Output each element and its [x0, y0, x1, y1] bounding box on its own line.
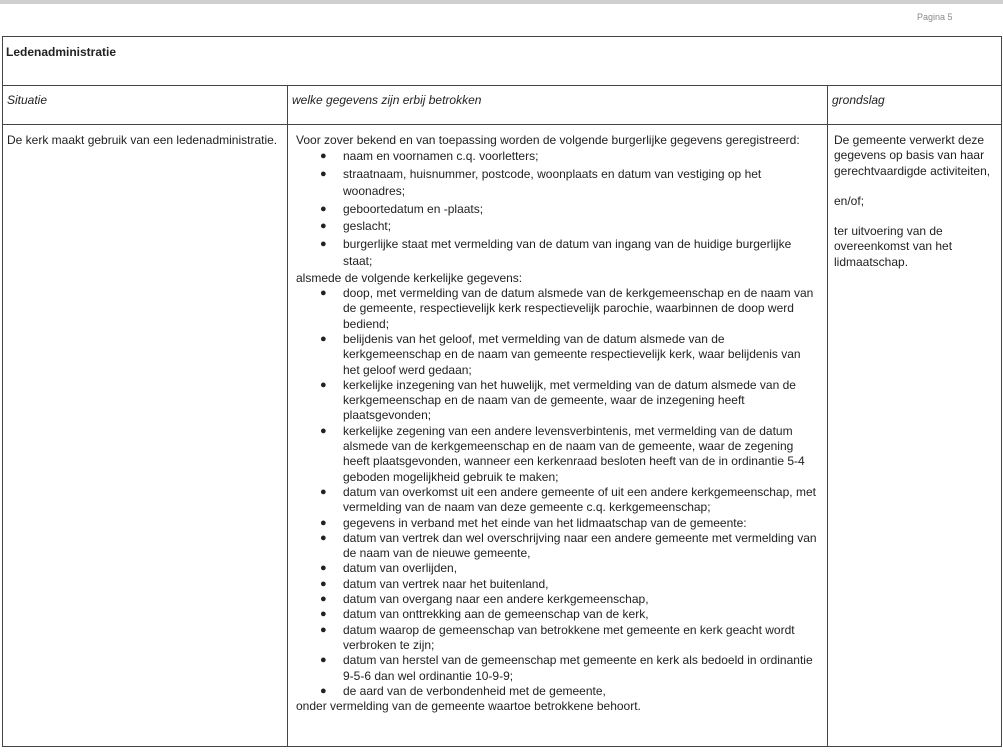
situatie-cell	[3, 125, 288, 747]
bullet-icon: ●	[320, 220, 327, 233]
list-item: ● datum van overgang naar een andere kerkgemeenschap,	[320, 592, 649, 607]
gegevens-middle: alsmede de volgende kerkelijke gegevens:	[296, 270, 523, 285]
list-item: ● kerkelijke inzegening van het huwelijk, met vermelding van de datum alsmede van de kerkgemeenschap en de naam van de gemeente, waar de inzegening heeft plaatsgevonden;	[320, 377, 796, 423]
top-border	[0, 0, 1003, 4]
bullet-icon: ●	[320, 516, 327, 529]
list-item: ● kerkelijke zegening van een andere levensverbintenis, met vermelding van de datum alsmede van de kerkgemeenschap en de naam van de gemeente, waar de zegening heeft plaatsgevonden, wanneer een kerkenraad besloten heeft van de in ordinantie 5-4 geboden mogelijkheid gebruik te maken;	[320, 423, 805, 484]
column-header-grondslag: grondslag	[828, 86, 1002, 125]
list-item: ● burgerlijke staat met vermelding van de datum van ingang van de huidige burgerlijke staat;	[320, 236, 792, 269]
bullet-icon: ●	[320, 608, 327, 621]
bullet-icon: ●	[320, 654, 327, 667]
list-item: ● datum van vertrek dan wel overschrijving naar een andere gemeente met vermelding van de naam van de nieuwe gemeente,	[320, 530, 817, 561]
page-number: Pagina 5	[917, 12, 953, 22]
grondslag-text: ter uitvoering van de overeenkomst van het lidmaatschap.	[834, 224, 953, 269]
gegevens-cell	[288, 125, 828, 747]
list-item: ● datum van overkomst uit een andere gemeente of uit een andere kerkgemeenschap, met vermelding van de naam van deze gemeente c.q. kerkgemeenschap;	[320, 484, 816, 515]
list-item: ● de aard van de verbondenheid met de gemeente,	[320, 683, 606, 698]
list-item: ● datum van onttrekking aan de gemeenschap van de kerk,	[320, 607, 649, 622]
grondslag-text: en/of;	[834, 193, 865, 208]
bullet-icon: ●	[320, 378, 327, 391]
bullet-icon: ●	[320, 485, 327, 498]
gegevens-intro: Voor zover bekend en van toepassing worden de volgende burgerlijke gegevens geregistreerd:	[296, 133, 800, 147]
bullet-icon: ●	[320, 332, 327, 345]
burgerlijke-gegevens-list	[296, 148, 819, 271]
section-title: Ledenadministratie	[3, 37, 1002, 86]
list-item: ● datum waarop de gemeenschap van betrokkene met gemeente en kerk geacht wordt verbroken te zijn;	[320, 622, 795, 652]
header-row	[3, 86, 1002, 125]
list-item: ● gegevens in verband met het einde van het lidmaatschap van de gemeente:	[320, 515, 747, 530]
list-item: ● datum van vertrek naar het buitenland,	[320, 576, 549, 591]
bullet-icon: ●	[320, 287, 327, 300]
bullet-icon: ●	[320, 424, 327, 437]
list-item: ● datum van herstel van de gemeenschap met gemeente en kerk als bedoeld in ordinantie 9-5-6 dan wel ordinantie 10-9-9;	[320, 653, 813, 683]
bullet-icon: ●	[320, 577, 327, 590]
list-item: ● geslacht;	[296, 218, 819, 236]
bullet-icon: ●	[320, 562, 327, 575]
bullet-icon: ●	[320, 202, 327, 215]
list-item: ● doop, met vermelding van de datum alsmede van de kerkgemeenschap en de naam van de gemeente, respectievelijk kerk respectievelijk parochie, waarbinnen de doop werd bediend;	[320, 286, 814, 331]
situatie-text: De kerk maakt gebruik van een ledenadministratie.	[7, 133, 278, 147]
list-item: ● belijdenis van het geloof, met vermelding van de datum alsmede van de kerkgemeenschap en de naam van gemeente respectievelijk kerk, waar belijdenis van het geloof werd gedaan;	[320, 331, 801, 377]
bullet-icon: ●	[320, 623, 327, 636]
list-item: ● geboortedatum en -plaats;	[296, 201, 819, 219]
gegevens-outro: onder vermelding van de gemeente waartoe betrokkene behoort.	[296, 699, 641, 714]
column-header-situatie: Situatie	[3, 86, 288, 125]
grondslag-cell	[828, 125, 1002, 747]
list-item: ● datum van overlijden,	[320, 561, 458, 576]
grondslag-text: De gemeente verwerkt deze gegevens op basis van haar gerechtvaardigde activiteiten,	[834, 133, 991, 178]
content-row	[3, 125, 1002, 747]
bullet-icon: ●	[320, 593, 327, 606]
column-header-gegevens: welke gegevens zijn erbij betrokken	[288, 86, 828, 125]
list-item: ● naam en voornamen c.q. voorletters;	[296, 148, 819, 166]
bullet-icon: ●	[320, 167, 327, 180]
bullet-icon: ●	[320, 684, 327, 697]
bullet-icon: ●	[320, 237, 327, 250]
title-row	[3, 37, 1002, 86]
kerkelijke-gegevens-list	[296, 286, 819, 699]
list-item: ● straatnaam, huisnummer, postcode, woonplaats en datum van vestiging op het woonadres;	[320, 166, 762, 199]
processing-table	[2, 36, 1002, 747]
bullet-icon: ●	[320, 531, 327, 544]
bullet-icon: ●	[320, 150, 327, 163]
